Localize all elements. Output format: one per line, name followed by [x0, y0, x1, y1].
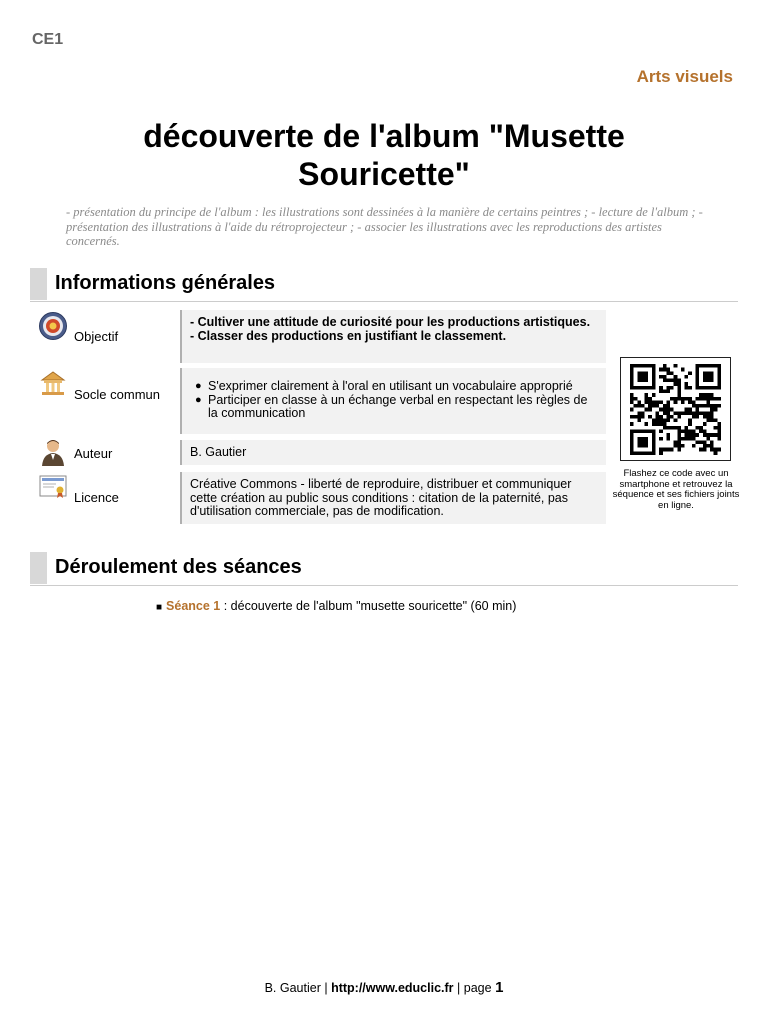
footer-separator: |: [457, 981, 461, 995]
info-row-auteur: [36, 440, 606, 465]
info-label-objectif: Objectif: [74, 329, 119, 344]
info-value-auteur: B. Gautier: [180, 440, 606, 465]
objectif-line-2: - Classer des productions en justifiant le classement.: [190, 328, 507, 343]
info-value-objectif: [180, 310, 606, 363]
info-label-licence: Licence: [74, 490, 119, 505]
info-value-socle: [180, 368, 606, 434]
target-icon: [38, 311, 68, 341]
footer-link[interactable]: http://www.educlic.fr: [331, 981, 454, 995]
section-general-info: [30, 268, 738, 302]
info-label-socle: Socle commun: [74, 387, 160, 402]
square-bullet-icon: ■: [156, 602, 163, 613]
footer-page-label: page: [463, 981, 492, 995]
qr-caption: Flashez ce code avec un smartphone et retrouvez la séquence et ses fichiers joints en ligne.: [612, 468, 740, 511]
section-title: Déroulement des séances: [55, 556, 302, 578]
info-row-socle: [36, 368, 606, 434]
footer-separator: |: [324, 981, 328, 995]
section-marker: [30, 268, 47, 300]
section-title: Informations générales: [55, 272, 276, 294]
qr-code: [620, 357, 731, 461]
footer-page-number: 1: [495, 979, 504, 996]
certificate-icon: [38, 472, 68, 502]
pillar-icon: [38, 368, 68, 398]
section-marker: [30, 552, 47, 584]
info-label-auteur: Auteur: [74, 446, 113, 461]
qr-code-pattern: [630, 364, 721, 455]
level-badge: CE1: [32, 31, 64, 48]
objectif-line-1: - Cultiver une attitude de curiosité pour les productions artistiques.: [190, 315, 591, 329]
info-row-licence: [36, 472, 606, 524]
subject-label: Arts visuels: [636, 67, 733, 86]
person-icon: [38, 437, 68, 467]
summary-text: - présentation du principe de l'album : les illustrations sont dessinées à la manière de certains peintres ; - lecture de l'album ; - présentation des illustrations à l'aide du rétroprojecteur ; - associer les illustrations avec les reproductions des artistes concernés.: [66, 205, 703, 248]
footer-author: B. Gautier: [264, 981, 321, 995]
info-value-licence: Créative Commons - liberté de reproduire, distribuer et communiquer cette création au public sous conditions : citation de la paternité, pas d'utilisation commerciale, pas de modification.: [180, 472, 606, 524]
session-link[interactable]: Séance 1: [166, 599, 221, 613]
section-sessions: [30, 552, 738, 586]
socle-item-1: ● S'exprimer clairement à l'oral en utilisant un vocabulaire approprié: [190, 380, 598, 394]
socle-item-2: ● Participer en classe à un échange verbal en respectant les règles de la communication: [190, 394, 598, 421]
session-item: [156, 599, 516, 613]
page-footer: [0, 979, 768, 996]
info-row-objectif: [36, 310, 606, 363]
session-description: : découverte de l'album "musette souricette" (60 min): [220, 599, 517, 613]
socle-list: [190, 380, 598, 421]
page-title: découverte de l'album "Musette Souricette": [143, 118, 625, 192]
